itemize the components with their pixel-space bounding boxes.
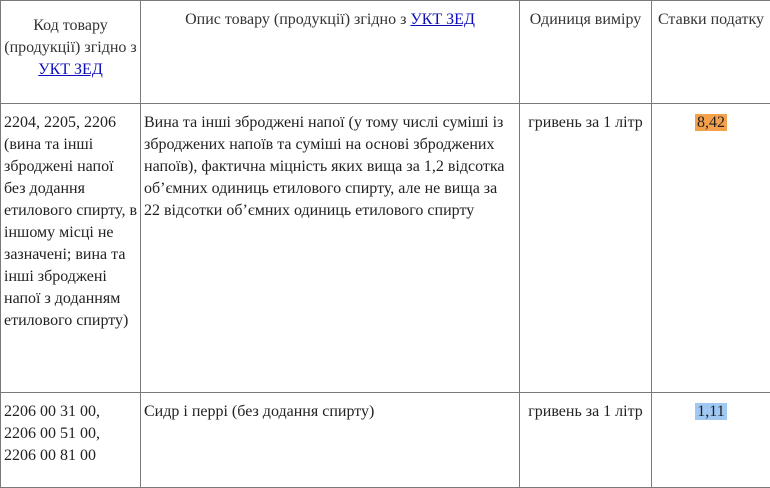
row-unit-cell xyxy=(520,104,652,393)
header-unit-text: Одиниця виміру xyxy=(530,11,642,28)
header-unit-cell xyxy=(520,1,652,104)
row-rate-cell xyxy=(652,104,770,393)
header-description-ukt-zed-link[interactable]: УКТ ЗЕД xyxy=(410,11,474,28)
header-code-cell xyxy=(1,1,141,104)
rate-value-highlighted: 8,42 xyxy=(695,114,727,131)
row-unit-text: гривень за 1 літр xyxy=(528,403,643,420)
row-code-cell xyxy=(1,393,141,488)
row-code-line: 2206 00 51 00, xyxy=(4,425,100,442)
row-unit-text: гривень за 1 літр xyxy=(528,114,643,131)
row-unit-cell xyxy=(520,393,652,488)
header-description-cell xyxy=(141,1,520,104)
header-code-text: Код товару (продукції) згідно з xyxy=(4,17,136,56)
table-row xyxy=(1,393,770,488)
header-code-ukt-zed-link[interactable]: УКТ ЗЕД xyxy=(38,61,102,78)
table-header-row xyxy=(1,1,770,104)
header-rate-cell xyxy=(652,1,770,104)
header-rate-text: Ставки податку xyxy=(658,11,764,28)
row-code-line: 2206 00 31 00, xyxy=(4,403,100,420)
row-description-cell xyxy=(141,393,520,488)
row-description-text: Сидр і перрі (без додання спирту) xyxy=(144,403,374,420)
row-code-cell xyxy=(1,104,141,393)
header-description-text: Опис товару (продукції) згідно з xyxy=(185,11,410,28)
row-rate-cell xyxy=(652,393,770,488)
row-code-text: 2204, 2205, 2206 (вина та інші зброджені напої без додання етилового спирту, в іншому місці не зазначені; вина та інші зброджені напої з доданням етилового спирту) xyxy=(4,114,137,329)
row-description-text: Вина та інші зброджені напої (у тому числі суміші із зброджених напоїв та суміші на основі зброджених напоїв), фактична міцність яких вища за 1,2 відсотка об’ємних одиниць етилового спирту, але не вища за 22 відсотки об’ємних одиниць етилового спирту xyxy=(144,114,504,219)
rate-value-highlighted: 1,11 xyxy=(695,403,726,420)
table-row xyxy=(1,104,770,393)
row-code-line: 2206 00 81 00 xyxy=(4,447,96,464)
row-description-cell xyxy=(141,104,520,393)
